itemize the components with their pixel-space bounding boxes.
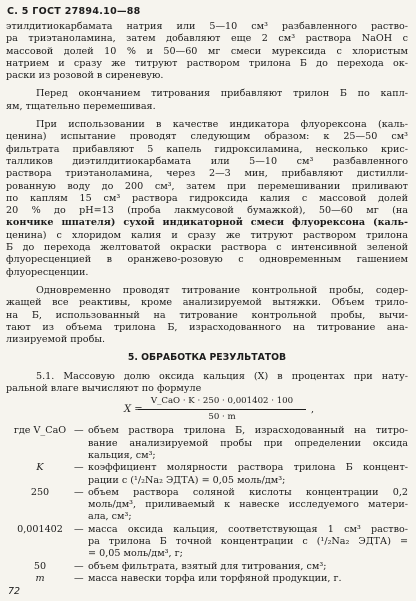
- definition-item: [6, 462, 408, 487]
- text-line: ям, тщательно перемешивая.: [6, 100, 156, 112]
- definition-item: [6, 573, 408, 585]
- formula-denominator: 50 · m: [208, 411, 236, 422]
- formula-lhs: X =: [124, 404, 143, 416]
- definition-item: [6, 561, 408, 573]
- definition-line: объем раствора трилона Б, израсходованный на титро-: [88, 425, 408, 437]
- formula-fraction: [138, 395, 306, 423]
- definition-symbol: 250: [30, 486, 50, 498]
- definition-line: ала, см³;: [88, 511, 132, 523]
- text-line: ра триэтаноламина, затем добавляют еще 2 см³ раствора NaOH с: [6, 33, 408, 45]
- text-line: флуоресценцией в оранжево-розовую с одновременным гашением: [6, 254, 408, 266]
- paragraph-formula-intro: [6, 371, 408, 396]
- formula: [6, 395, 408, 425]
- text-line: Одновременно проводят титрование контрольной пробы, содер-: [36, 284, 408, 296]
- text-line: фильтрата прибавляют 5 капель гидроксиламина, несколько крис-: [6, 143, 408, 155]
- definition-item: [6, 425, 408, 462]
- definition-dash: —: [74, 425, 84, 437]
- definition-line: вание анализируемой пробы при определении оксида: [88, 437, 408, 449]
- text-line: флуоресценции.: [6, 266, 89, 278]
- text-line: массовой долей 10 % и 50—60 мг смеси мурексида с хлористым: [6, 45, 408, 57]
- paragraph-fluorexon: [6, 119, 408, 279]
- running-header: С. 5 ГОСТ 27894.10—88: [7, 6, 141, 17]
- text-line: натрием и сразу же титруют раствором трилона Б до перехода ок-: [6, 57, 408, 69]
- definition-dash: —: [74, 572, 84, 584]
- formula-tail: ,: [311, 404, 315, 416]
- definition-item: [6, 524, 408, 561]
- definition-line: моль/дм³, приливаемый к навеске исследуемого матери-: [88, 499, 408, 511]
- definition-line: объем фильтрата, взятый для титрования, см³;: [88, 560, 327, 572]
- page-number: 72: [8, 586, 21, 597]
- definition-symbol: K: [36, 462, 44, 474]
- formula-numerator: V_CaO · K · 250 · 0,001402 · 100: [138, 395, 306, 409]
- definition-symbol: где V_CaO: [13, 425, 67, 437]
- definition-symbol: 50: [33, 560, 47, 572]
- text-line: ральной влаге вычисляют по формуле: [6, 383, 202, 395]
- definition-line: кальция, см³;: [88, 449, 156, 461]
- definitions-list: [6, 425, 408, 585]
- definition-item: [6, 487, 408, 524]
- paragraph-continuation: [6, 21, 408, 82]
- definition-line: коэффициент молярности раствора трилона Б концент-: [88, 462, 408, 474]
- text-line: 5.1. Массовую долю оксида кальция (X) в процентах при нату-: [36, 370, 408, 382]
- definition-line: рации с (¹/₂Na₂ ЭДТА) = 0,05 моль/дм³;: [88, 474, 286, 486]
- text-line: ценина) с хлоридом калия и сразу же титруют раствором трилона: [6, 229, 408, 241]
- definition-line: масса оксида кальция, соответствующая 1 см³ раство-: [88, 523, 408, 535]
- paragraph-control-sample: [6, 285, 408, 346]
- text-line: Перед окончанием титрования прибавляют трилон Б по капл-: [36, 88, 408, 100]
- text-line: При использовании в качестве индикатора флуорексона (каль-: [36, 119, 408, 131]
- definition-symbol: m: [35, 572, 45, 584]
- text-line: лизируемой пробы.: [6, 334, 106, 346]
- section-title: 5. ОБРАБОТКА РЕЗУЛЬТАТОВ: [127, 352, 287, 364]
- definition-symbol: 0,001402: [17, 523, 63, 535]
- text-line: кончике шпателя) сухой индикаторной смеси флуорексона (каль-: [6, 217, 408, 229]
- text-line: на Б, использованный на титрование контрольной пробы, вычи-: [6, 309, 408, 321]
- text-line: жащей все реактивы, кроме анализируемой вытяжки. Объем трило-: [6, 297, 408, 309]
- text-line: ценина) испытание проводят следующим образом: к 25—50 см³: [6, 131, 408, 143]
- definition-dash: —: [74, 486, 84, 498]
- text-line: тают из объема трилона Б, израсходованного на титрование ана-: [6, 321, 408, 333]
- definition-line: масса навески торфа или торфяной продукции, г.: [88, 572, 342, 584]
- definition-dash: —: [74, 462, 84, 474]
- definition-dash: —: [74, 560, 84, 572]
- paragraph-titration-end: [6, 88, 408, 113]
- definition-line: объем раствора соляной кислоты концентрации 0,2: [88, 486, 408, 498]
- text-line: этилдитиокарбамата натрия или 5—10 см³ разбавленного раство-: [6, 21, 408, 32]
- definition-dash: —: [74, 523, 84, 535]
- definition-line: = 0,05 моль/дм³, г;: [88, 548, 183, 560]
- text-line: раски из розовой в сиреневую.: [6, 70, 164, 82]
- definition-line: ра трилона Б точной концентрации с (¹/₂Na₂ ЭДТА) =: [88, 535, 408, 547]
- text-line: рованную воду до 200 см³, затем при перемешивании приливают: [6, 180, 408, 192]
- text-line: раствора триэтаноламина, через 2—3 мин, прибавляют дистилли-: [6, 168, 408, 180]
- document-body: [6, 21, 408, 585]
- text-line: Б до перехода желтоватой окраски раствора с интенсивной зеленой: [6, 242, 408, 254]
- text-line: по каплям 15 см³ раствора гидроксида калия с массовой долей: [6, 192, 408, 204]
- text-line: талликов диэтилдитиокарбамата или 5—10 см³ разбавленного: [6, 155, 408, 167]
- text-line: 20 % до рН=13 (проба лакмусовой бумажкой), 50—60 мг (на: [6, 205, 408, 217]
